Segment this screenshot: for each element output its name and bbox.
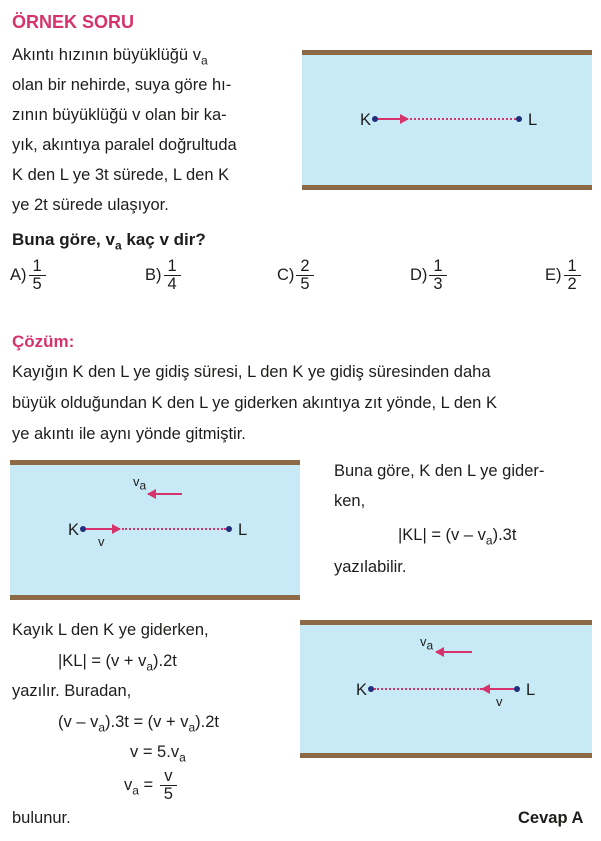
current-velocity-label: $v_a$: [133, 474, 147, 493]
boat-velocity-arrow: [378, 118, 408, 120]
current-velocity-arrow: [148, 493, 182, 495]
point-k-label: K: [360, 111, 372, 129]
equation-va: $v_a$ = $\frac{v}{5}$: [124, 768, 177, 804]
current-velocity-arrow: [436, 651, 472, 653]
option-e[interactable]: E) $\frac{1}{2}$: [545, 258, 581, 294]
question-line: yık, akıntıya paralel doğrultuda: [12, 136, 237, 154]
path-l-to-k: [374, 688, 482, 690]
river-bank-bottom: [10, 595, 300, 600]
explanation-line: yazılır. Buradan,: [12, 682, 132, 700]
boat-velocity-arrow: [482, 688, 514, 690]
question-line: olan bir nehirde, suya göre hı-: [12, 76, 232, 94]
solution-line: büyük olduğundan K den L ye giderken akıntıya zıt yönde, L den K: [12, 394, 497, 412]
boat-velocity-label: v: [496, 694, 503, 709]
river-bank-top: [300, 620, 592, 625]
point-l: [514, 686, 520, 692]
solution-title: Çözüm:: [12, 332, 75, 351]
boat-velocity-label: v: [98, 534, 105, 549]
river-bank-top: [10, 460, 300, 465]
path-k-to-l: [410, 118, 516, 120]
option-a[interactable]: A) $\frac{1}{5}$: [10, 258, 46, 294]
explanation-line: yazılabilir.: [334, 558, 407, 576]
option-b[interactable]: B) $\frac{1}{4}$: [145, 258, 181, 294]
river-bank-bottom: [302, 185, 592, 190]
point-k-label: K: [356, 681, 368, 699]
current-velocity-label: $v_a$: [420, 634, 434, 653]
explanation-line: Kayık L den K ye giderken,: [12, 621, 209, 639]
question-line: Akıntı hızının büyüklüğü $v_a$: [12, 46, 208, 68]
equation-k-to-l: $|KL| = (v - v_a).3t$: [398, 526, 517, 548]
answer-label: Cevap A: [518, 809, 584, 827]
question-line: K den L ye 3t sürede, L den K: [12, 166, 230, 184]
result-text: bulunur.: [12, 809, 71, 827]
option-d[interactable]: D) $\frac{1}{3}$: [410, 258, 447, 294]
solution-line: ye akıntı ile aynı yönde gitmiştir.: [12, 425, 246, 443]
explanation-line: ken,: [334, 492, 366, 510]
river-bank-top: [302, 50, 592, 55]
river-diagram-question: [302, 50, 592, 190]
point-l-label: L: [528, 111, 538, 129]
river-diagram-l-to-k: [300, 620, 592, 758]
solution-line: Kayığın K den L ye gidiş süresi, L den K ye gidiş süresinden daha: [12, 363, 491, 381]
option-c[interactable]: C) $\frac{2}{5}$: [277, 258, 314, 294]
equation-l-to-k: $|KL| = (v + v_a).2t$: [58, 652, 177, 674]
question-prompt: Buna göre, $v_a$ kaç v dir?: [12, 230, 206, 253]
explanation-line: Buna göre, K den L ye gider-: [334, 462, 545, 480]
question-line: ye 2t sürede ulaşıyor.: [12, 196, 169, 214]
river-diagram-k-to-l: [10, 460, 300, 600]
question-line: zının büyüklüğü v olan bir ka-: [12, 106, 227, 124]
point-l-label: L: [238, 521, 248, 539]
equation-v: $v = 5.v_a$: [130, 743, 186, 765]
path-k-to-l: [122, 528, 226, 530]
boat-velocity-arrow: [86, 528, 120, 530]
example-title: ÖRNEK SORU: [12, 12, 135, 32]
equation-equate: $(v - v_a).3t = (v + v_a).2t$: [58, 713, 220, 735]
point-l: [226, 526, 232, 532]
point-l: [516, 116, 522, 122]
point-l-label: L: [526, 681, 536, 699]
river-bank-bottom: [300, 753, 592, 758]
point-k-label: K: [68, 521, 80, 539]
